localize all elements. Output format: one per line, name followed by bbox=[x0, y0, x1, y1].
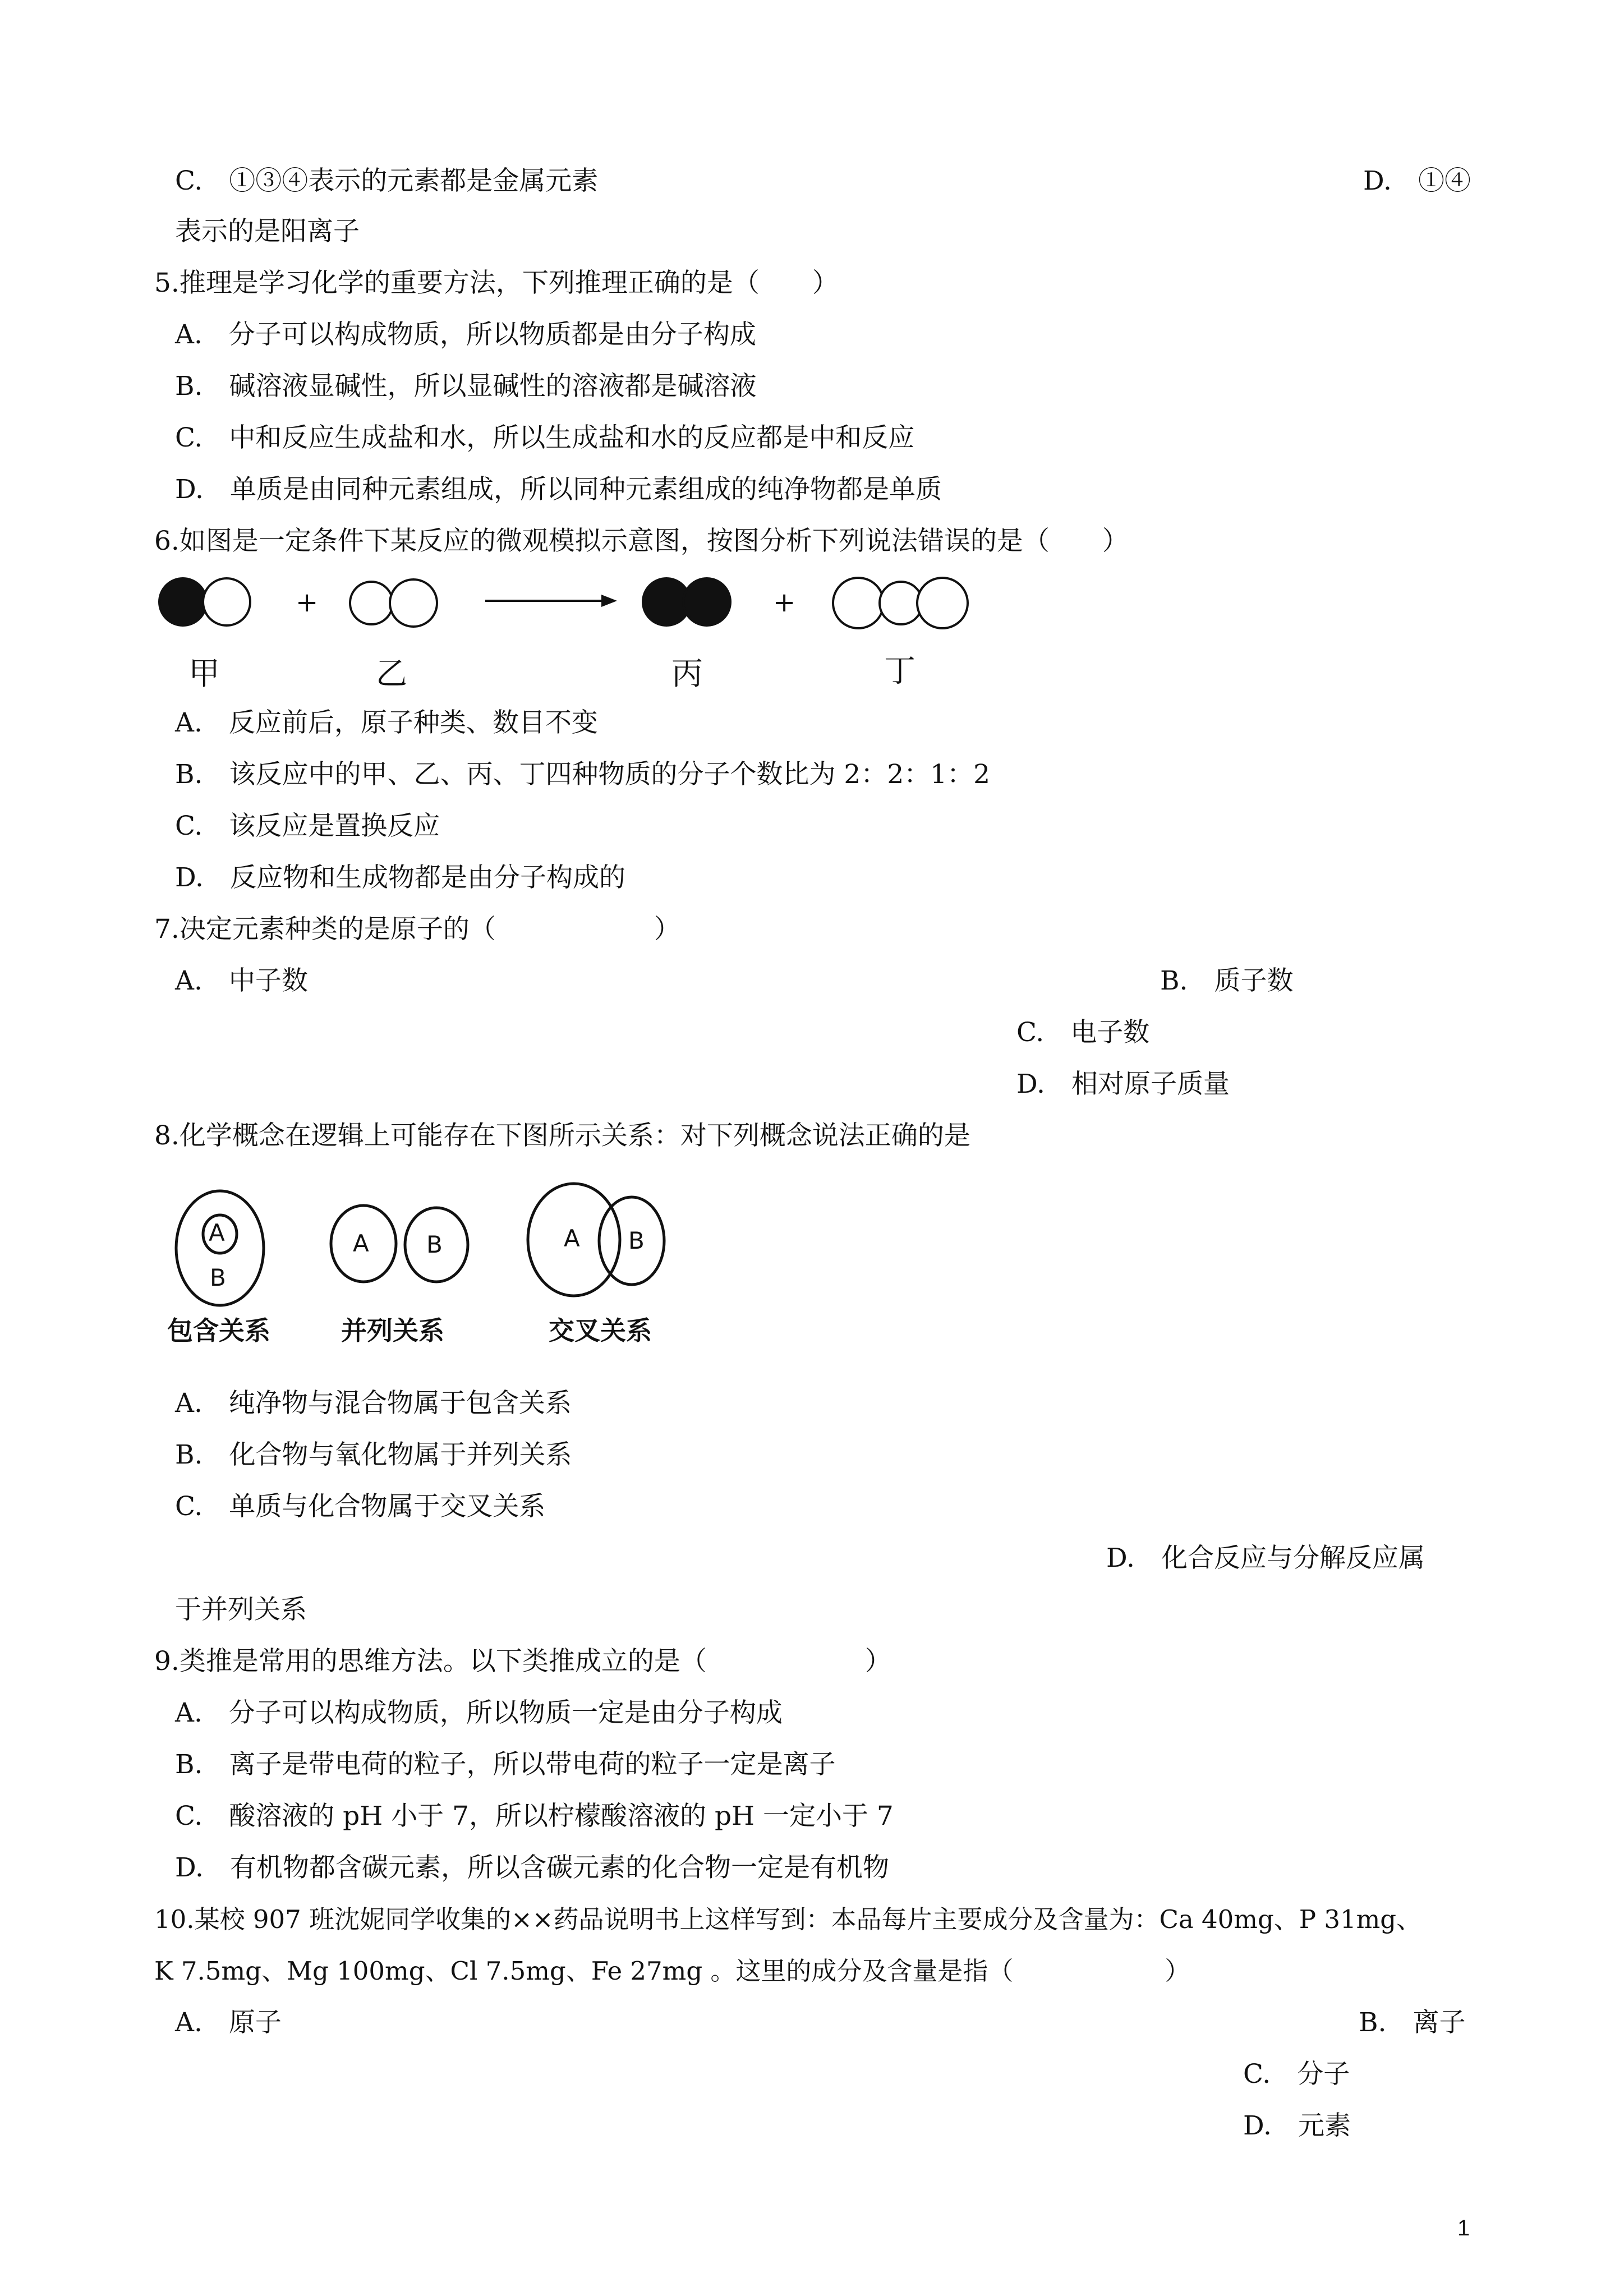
molecule-ding-atom-1 bbox=[833, 578, 884, 628]
question-7: 7.决定元素种类的是原子的（ ） bbox=[154, 914, 680, 945]
plus-sign-2: + bbox=[773, 587, 796, 618]
option-7a: A. 中子数 bbox=[175, 965, 308, 996]
option-10b: B. 离子 bbox=[1359, 2007, 1466, 2038]
option-4c: C. ①③④表示的元素都是金属元素 bbox=[175, 165, 599, 196]
question-6: 6.如图是一定条件下某反应的微观模拟示意图，按图分析下列说法错误的是（ ） bbox=[154, 526, 1129, 556]
option-6d: D. 反应物和生成物都是由分子构成的 bbox=[175, 862, 625, 893]
option-8d-continuation: 于并列关系 bbox=[175, 1594, 307, 1625]
parallel-label-b: B bbox=[426, 1231, 443, 1258]
option-4d: D. ①④ bbox=[1363, 165, 1471, 196]
option-10d: D. 元素 bbox=[1243, 2110, 1351, 2141]
option-5b: B. 碱溶液显碱性，所以显碱性的溶液都是碱溶液 bbox=[175, 371, 757, 402]
option-8d: D. 化合反应与分解反应属 bbox=[1106, 1543, 1425, 1573]
intersection-label-b: B bbox=[628, 1227, 645, 1254]
label-jia: 甲 bbox=[188, 656, 220, 692]
molecule-bing-atom-1 bbox=[643, 578, 690, 625]
option-10a: A. 原子 bbox=[175, 2007, 282, 2038]
plus-sign-1: + bbox=[296, 587, 319, 618]
molecule-jia-white-atom bbox=[203, 578, 250, 625]
intersection-label-a: A bbox=[564, 1225, 580, 1252]
question-9: 9.类推是常用的思维方法。以下类推成立的是（ ） bbox=[154, 1646, 891, 1677]
option-7b: B. 质子数 bbox=[1160, 965, 1294, 996]
molecule-ding-atom-3 bbox=[917, 578, 968, 628]
molecule-bing-atom-2 bbox=[683, 578, 730, 625]
option-7c: C. 电子数 bbox=[1016, 1017, 1150, 1048]
question-10-line-1: 10.某校 907 班沈妮同学收集的××药品说明书上这样写到：本品每片主要成分及含量为：Ca 40mg、P 31mg、 bbox=[154, 1904, 1422, 1934]
label-intersection: 交叉关系 bbox=[549, 1315, 652, 1346]
molecule-yi-atom-2 bbox=[390, 579, 437, 627]
label-ding: 丁 bbox=[884, 653, 915, 689]
option-9c: C. 酸溶液的 pH 小于 7，所以柠檬酸溶液的 pH 一定小于 7 bbox=[175, 1801, 894, 1832]
question-5: 5.推理是学习化学的重要方法，下列推理正确的是（ ） bbox=[154, 268, 839, 298]
parallel-label-a: A bbox=[353, 1230, 369, 1257]
molecule-jia-black-atom bbox=[159, 578, 206, 625]
option-9d: D. 有机物都含碳元素，所以含碳元素的化合物一定是有机物 bbox=[175, 1852, 889, 1883]
containment-label-a: A bbox=[209, 1219, 225, 1246]
label-containment: 包含关系 bbox=[167, 1315, 270, 1346]
option-5c: C. 中和反应生成盐和水，所以生成盐和水的反应都是中和反应 bbox=[175, 422, 915, 453]
label-bing: 丙 bbox=[671, 656, 703, 692]
reaction-arrow bbox=[485, 595, 617, 607]
option-9b: B. 离子是带电荷的粒子，所以带电荷的粒子一定是离子 bbox=[175, 1749, 836, 1780]
option-6a: A. 反应前后，原子种类、数目不变 bbox=[175, 707, 598, 738]
molecule-yi-atom-1 bbox=[350, 582, 393, 624]
option-6c: C. 该反应是置换反应 bbox=[175, 811, 440, 841]
molecule-ding-atom-2 bbox=[880, 582, 922, 624]
option-10c: C. 分子 bbox=[1243, 2059, 1350, 2090]
option-8b: B. 化合物与氧化物属于并列关系 bbox=[175, 1439, 572, 1470]
option-8a: A. 纯净物与混合物属于包含关系 bbox=[175, 1388, 572, 1419]
option-5a: A. 分子可以构成物质，所以物质都是由分子构成 bbox=[175, 319, 756, 350]
label-yi: 乙 bbox=[376, 656, 407, 692]
option-7d: D. 相对原子质量 bbox=[1016, 1069, 1230, 1099]
option-6b: B. 该反应中的甲、乙、丙、丁四种物质的分子个数比为 2：2：1：2 bbox=[175, 759, 991, 790]
option-9a: A. 分子可以构成物质，所以物质一定是由分子构成 bbox=[175, 1697, 783, 1728]
question-10-line-2: K 7.5mg、Mg 100mg、Cl 7.5mg、Fe 27mg 。这里的成分及含量是指（ ） bbox=[154, 1956, 1190, 1986]
label-parallel: 并列关系 bbox=[341, 1315, 444, 1346]
question-8: 8.化学概念在逻辑上可能存在下图所示关系：对下列概念说法正确的是 bbox=[154, 1120, 970, 1151]
option-4d-continuation: 表示的是阳离子 bbox=[175, 216, 360, 247]
containment-label-b: B bbox=[210, 1264, 226, 1291]
option-8c: C. 单质与化合物属于交叉关系 bbox=[175, 1491, 546, 1522]
page-number: 1 bbox=[1457, 2216, 1470, 2240]
option-5d: D. 单质是由同种元素组成，所以同种元素组成的纯净物都是单质 bbox=[175, 474, 942, 505]
